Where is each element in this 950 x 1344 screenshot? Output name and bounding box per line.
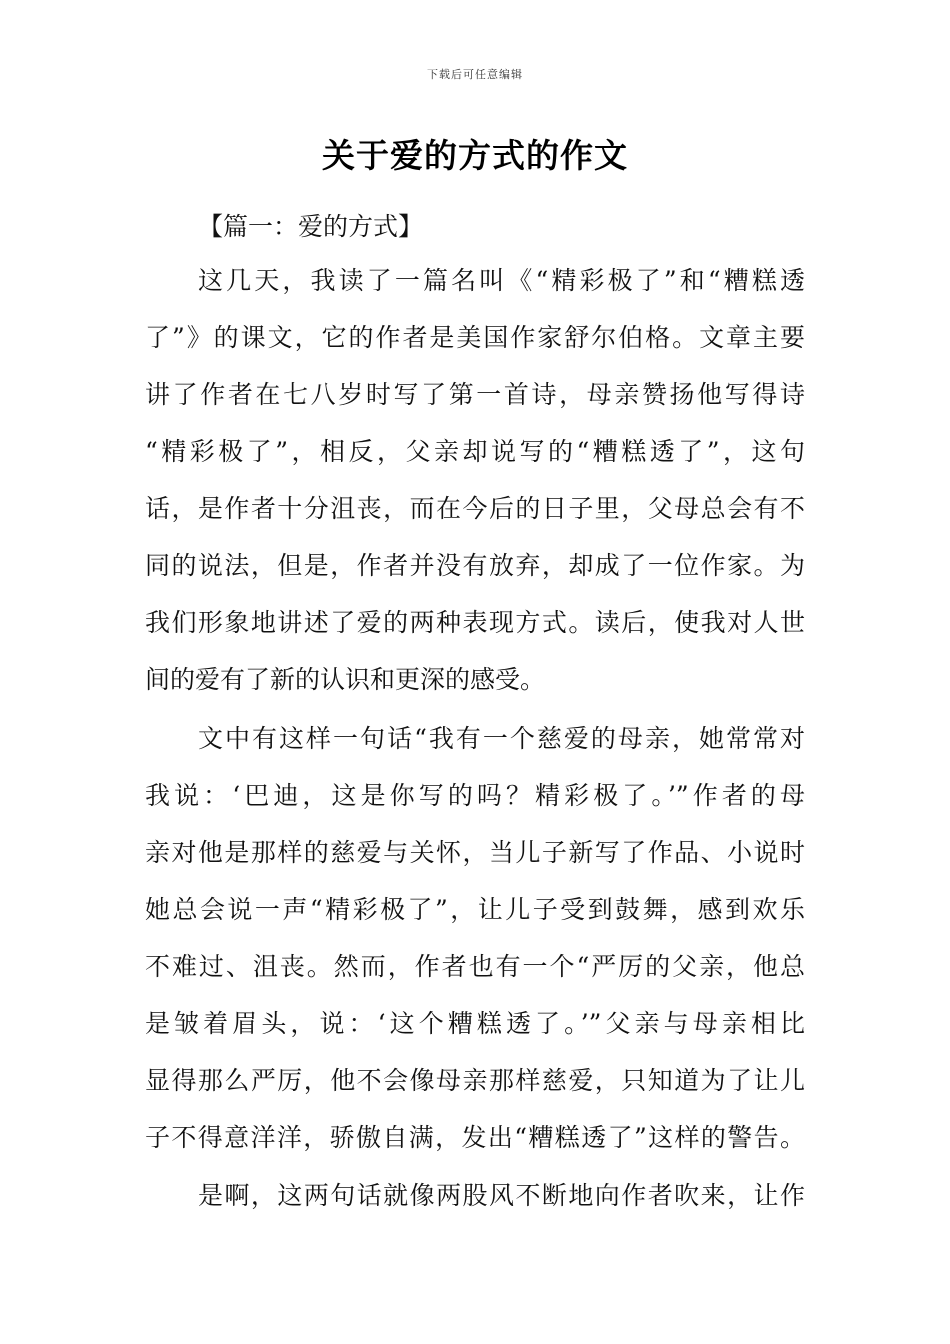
- document-title: 关于爱的方式的作文: [322, 136, 628, 175]
- paragraph-line: 子不得意洋洋，骄傲自满，发出“糟糕透了”这样的警告。: [145, 1123, 805, 1152]
- paragraph-line: 是啊，这两句话就像两股风不断地向作者吹来，让作: [198, 1181, 805, 1210]
- section-heading: 【篇一：爱的方式】: [198, 212, 424, 241]
- paragraph-line: 是皱着眉头，说：‘这个糟糕透了。’”父亲与母亲相比: [145, 1009, 805, 1038]
- paragraph-line: 了”》的课文，它的作者是美国作家舒尔伯格。文章主要: [145, 323, 805, 352]
- paragraph-line: 我们形象地讲述了爱的两种表现方式。读后，使我对人世: [145, 608, 805, 637]
- paragraph-line: 亲对他是那样的慈爱与关怀，当儿子新写了作品、小说时: [145, 838, 805, 867]
- paragraph-line: 显得那么严厉，他不会像母亲那样慈爱，只知道为了让儿: [145, 1066, 805, 1095]
- paragraph-line: 话，是作者十分沮丧，而在今后的日子里，父母总会有不: [145, 494, 805, 523]
- paragraph-line: 她总会说一声“精彩极了”，让儿子受到鼓舞，感到欢乐: [145, 895, 805, 924]
- paragraph-line: 同的说法，但是，作者并没有放弃，却成了一位作家。为: [145, 551, 805, 580]
- paragraph-line: “精彩极了”，相反，父亲却说写的“糟糕透了”，这句: [145, 437, 805, 466]
- header-note: 下载后可任意编辑: [427, 68, 523, 81]
- paragraph-line: 我说：‘巴迪，这是你写的吗？精彩极了。’”作者的母: [145, 781, 805, 810]
- paragraph-line: 间的爱有了新的认识和更深的感受。: [145, 665, 546, 694]
- paragraph-line: 不难过、沮丧。然而，作者也有一个“严厉的父亲，他总: [145, 952, 805, 981]
- paragraph-line: 这几天，我读了一篇名叫《“精彩极了”和“糟糕透: [198, 266, 805, 295]
- paragraph-line: 文中有这样一句话“我有一个慈爱的母亲，她常常对: [198, 724, 805, 753]
- paragraph-line: 讲了作者在七八岁时写了第一首诗，母亲赞扬他写得诗: [145, 380, 805, 409]
